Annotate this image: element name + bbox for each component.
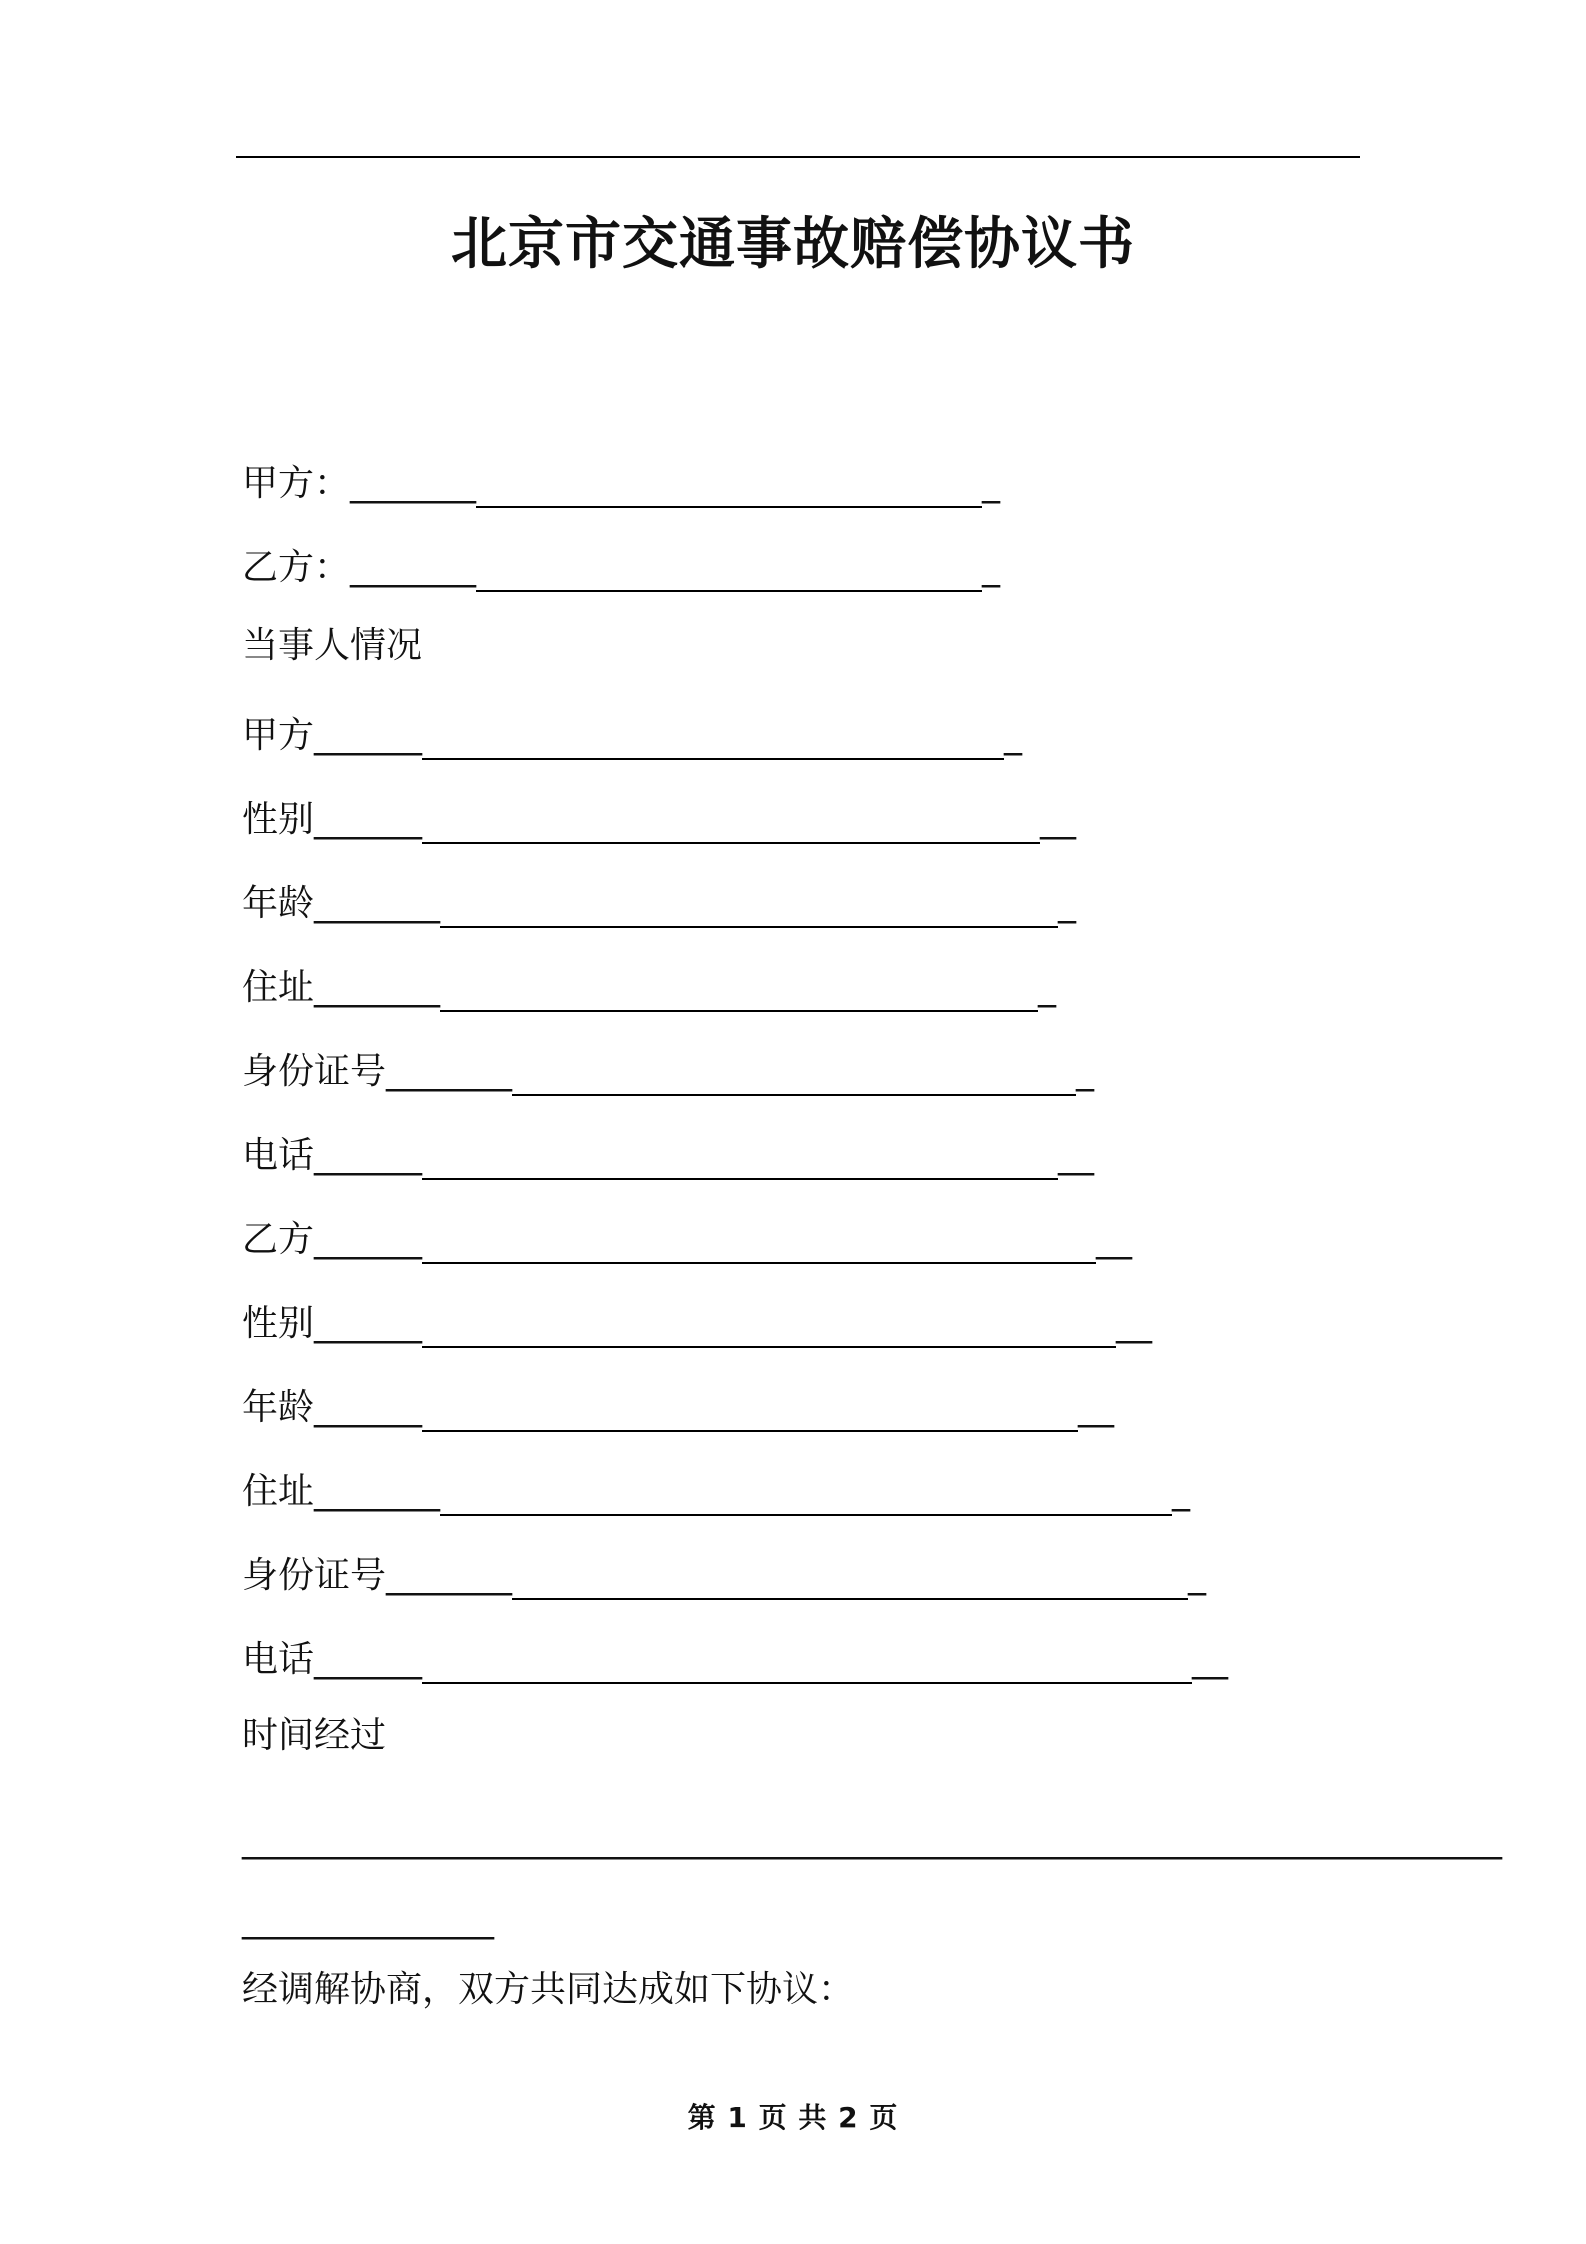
field-label: 性别______	[242, 1303, 423, 1344]
agreement-intro: 经调解协商，双方共同达成如下协议：	[242, 1969, 855, 2010]
field-blank[interactable]	[512, 1560, 1188, 1600]
field-blank[interactable]	[422, 720, 1004, 760]
field-label: 乙方______	[242, 1219, 423, 1260]
party-a-name-line	[242, 712, 1022, 760]
party-b-id-line	[242, 1552, 1206, 1600]
field-label: 甲方______	[242, 715, 423, 756]
party-a-age-line	[242, 880, 1076, 928]
field-blank[interactable]	[440, 888, 1058, 928]
party-a-blank[interactable]	[476, 468, 982, 508]
field-blank[interactable]	[422, 1140, 1058, 1180]
party-a-phone-line	[242, 1132, 1094, 1180]
field-label: 住址_______	[242, 967, 441, 1008]
field-trail: _	[1188, 1555, 1207, 1596]
field-trail: __	[1096, 1219, 1133, 1260]
field-blank[interactable]	[422, 1224, 1096, 1264]
field-label: 身份证号_______	[242, 1555, 513, 1596]
field-blank[interactable]	[512, 1056, 1076, 1096]
field-trail: __	[1192, 1639, 1229, 1680]
field-trail: _	[1004, 715, 1023, 756]
field-label: 年龄______	[242, 1387, 423, 1428]
field-label: 电话______	[242, 1639, 423, 1680]
field-blank[interactable]	[422, 1308, 1116, 1348]
party-b-trail: _	[982, 547, 1001, 588]
party-b-phone-line	[242, 1636, 1228, 1684]
field-trail: _	[1172, 1471, 1191, 1512]
field-blank[interactable]	[422, 1644, 1192, 1684]
field-blank[interactable]	[440, 1476, 1172, 1516]
party-b-gender-line	[242, 1300, 1152, 1348]
party-b-name-line	[242, 1216, 1132, 1264]
party-a-trail: _	[982, 463, 1001, 504]
section-parties-heading: 当事人情况	[242, 625, 423, 666]
header-rule	[236, 156, 1360, 158]
party-b-label: 乙方：_______	[242, 547, 477, 588]
section-events-heading: 时间经过	[242, 1715, 387, 1756]
events-fill-line-1[interactable]: ______________________________________________________________________	[242, 1819, 1502, 1860]
document-title: 北京市交通事故赔偿协议书	[451, 212, 1135, 277]
party-b-line	[242, 544, 1000, 592]
party-b-address-line	[242, 1468, 1190, 1516]
field-trail: __	[1058, 1135, 1095, 1176]
page-footer: 第 1 页 共 2 页	[687, 2101, 899, 2134]
field-trail: _	[1076, 1051, 1095, 1092]
field-label: 性别______	[242, 799, 423, 840]
field-blank[interactable]	[422, 804, 1040, 844]
field-label: 年龄_______	[242, 883, 441, 924]
party-b-age-line	[242, 1384, 1114, 1432]
field-blank[interactable]	[422, 1392, 1078, 1432]
party-a-address-line	[242, 964, 1056, 1012]
field-label: 身份证号_______	[242, 1051, 513, 1092]
field-label: 住址_______	[242, 1471, 441, 1512]
party-b-blank[interactable]	[476, 552, 982, 592]
party-a-label: 甲方：_______	[242, 463, 477, 504]
events-fill-line-2[interactable]: ______________	[242, 1899, 494, 1940]
field-blank[interactable]	[440, 972, 1038, 1012]
field-trail: _	[1038, 967, 1057, 1008]
field-label: 电话______	[242, 1135, 423, 1176]
party-a-line	[242, 460, 1000, 508]
party-a-gender-line	[242, 796, 1076, 844]
field-trail: __	[1116, 1303, 1153, 1344]
field-trail: __	[1040, 799, 1077, 840]
party-a-id-line	[242, 1048, 1094, 1096]
field-trail: _	[1058, 883, 1077, 924]
field-trail: __	[1078, 1387, 1115, 1428]
